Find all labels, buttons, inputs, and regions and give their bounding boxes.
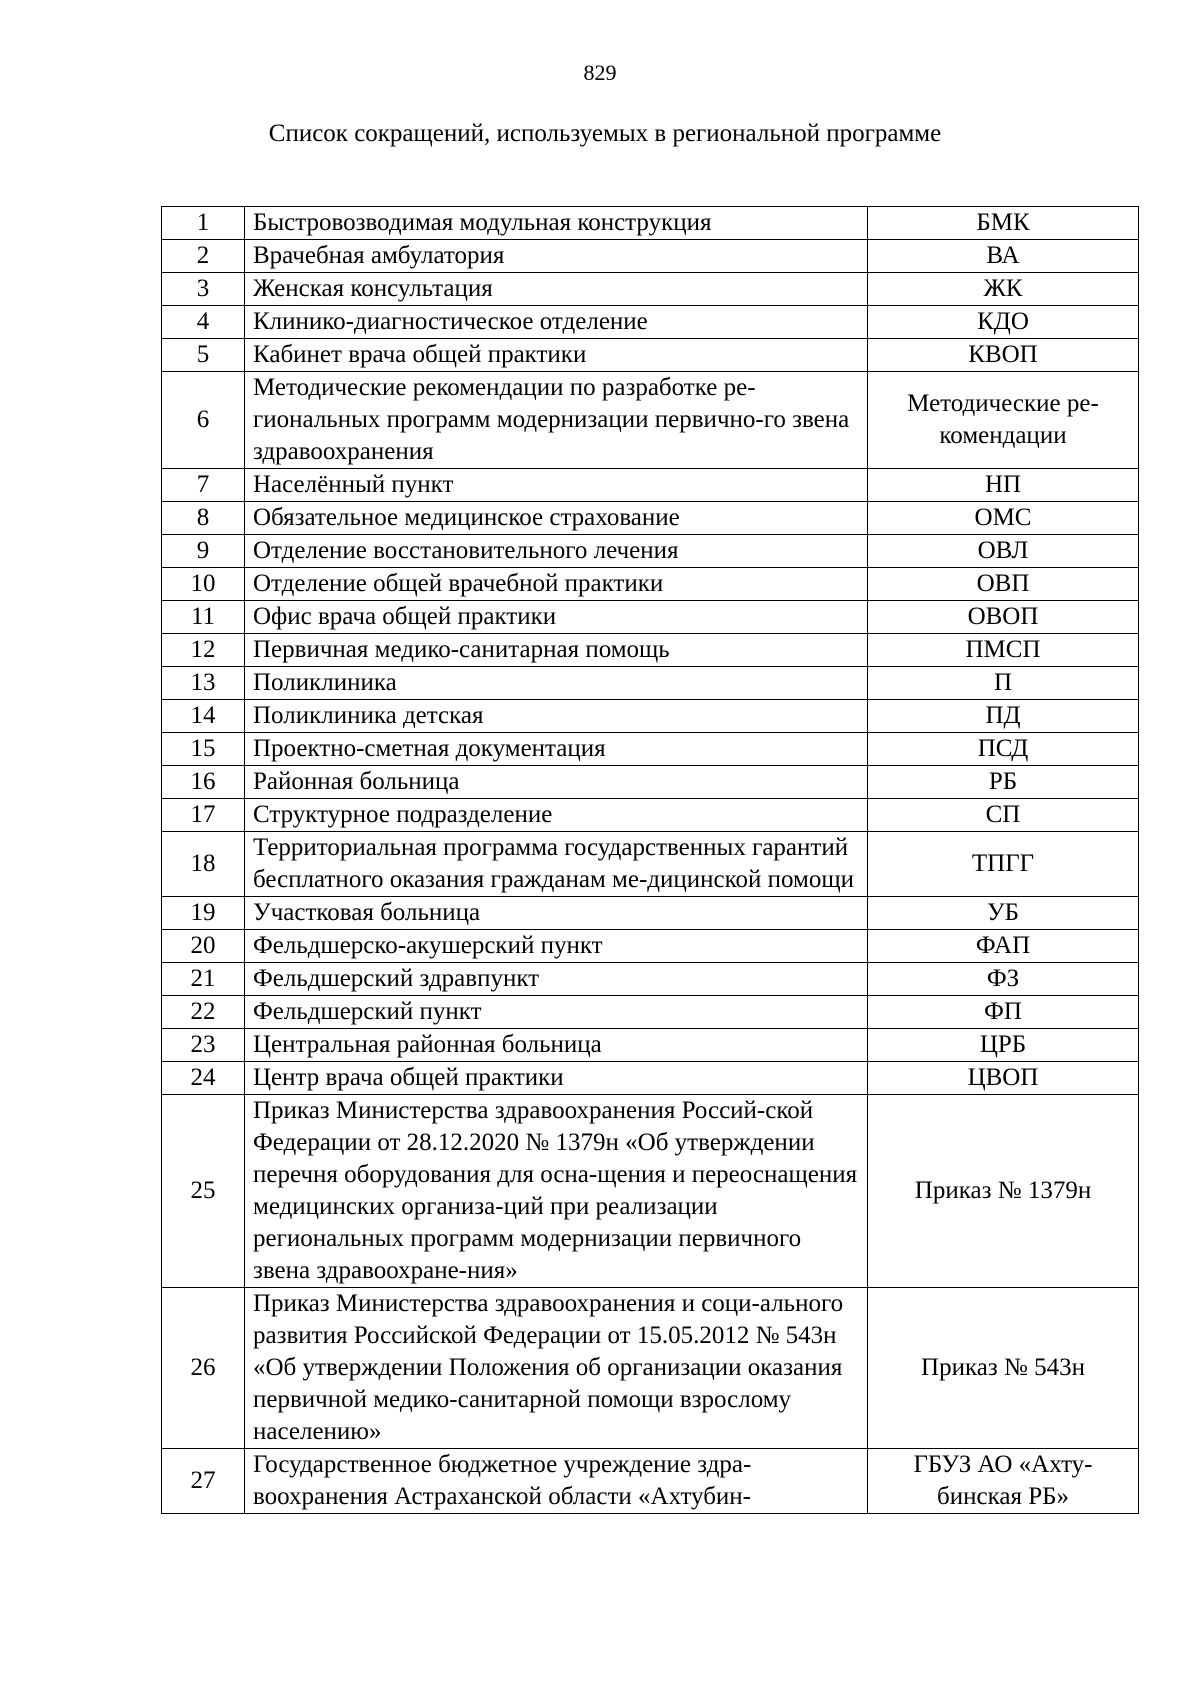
table-row (162, 1449, 1139, 1514)
abbreviation: ОМС (868, 502, 1139, 535)
table-row (162, 339, 1139, 372)
row-number: 9 (162, 535, 245, 568)
abbreviation: ОВП (868, 568, 1139, 601)
abbreviation: ВА (868, 240, 1139, 273)
table-row (162, 1288, 1139, 1449)
full-name: Отделение восстановительного лечения (245, 535, 868, 568)
abbreviation: КДО (868, 306, 1139, 339)
full-name: Клинико-диагностическое отделение (245, 306, 868, 339)
full-name: Быстровозводимая модульная конструкция (245, 207, 868, 240)
table-row (162, 963, 1139, 996)
full-name: Приказ Министерства здравоохранения и соци-ального развития Российской Федерации от 15.05.2012 № 543н «Об утверждении Положения об организации оказания первичной медико-санитарной помощи взрослому населению» (245, 1288, 868, 1449)
row-number: 21 (162, 963, 245, 996)
full-name: Населённый пункт (245, 469, 868, 502)
row-number: 5 (162, 339, 245, 372)
table-row (162, 568, 1139, 601)
row-number: 14 (162, 700, 245, 733)
table-row (162, 240, 1139, 273)
abbreviation: Приказ № 1379н (868, 1095, 1139, 1288)
row-number: 18 (162, 832, 245, 897)
row-number: 2 (162, 240, 245, 273)
full-name: Поликлиника детская (245, 700, 868, 733)
full-name: Структурное подразделение (245, 799, 868, 832)
abbreviation: ОВОП (868, 601, 1139, 634)
abbreviation: ПСД (868, 733, 1139, 766)
full-name: Участковая больница (245, 897, 868, 930)
table-row (162, 733, 1139, 766)
row-number: 19 (162, 897, 245, 930)
row-number: 24 (162, 1062, 245, 1095)
abbreviation: КВОП (868, 339, 1139, 372)
row-number: 7 (162, 469, 245, 502)
table-row (162, 832, 1139, 897)
table-row (162, 930, 1139, 963)
row-number: 6 (162, 372, 245, 469)
abbreviation: ЦВОП (868, 1062, 1139, 1095)
full-name: Фельдшерско-акушерский пункт (245, 930, 868, 963)
abbreviation: ТПГГ (868, 832, 1139, 897)
abbreviation: ФЗ (868, 963, 1139, 996)
abbreviation: НП (868, 469, 1139, 502)
row-number: 26 (162, 1288, 245, 1449)
table-row (162, 273, 1139, 306)
full-name: Фельдшерский пункт (245, 996, 868, 1029)
abbreviation: ФП (868, 996, 1139, 1029)
full-name: Врачебная амбулатория (245, 240, 868, 273)
table-row (162, 1062, 1139, 1095)
table-row (162, 799, 1139, 832)
full-name: Методические рекомендации по разработке ре-гиональных программ модернизации первично-го звена здравоохранения (245, 372, 868, 469)
row-number: 20 (162, 930, 245, 963)
full-name: Офис врача общей практики (245, 601, 868, 634)
table-row (162, 535, 1139, 568)
full-name: Центральная районная больница (245, 1029, 868, 1062)
abbreviations-table (161, 206, 1139, 1514)
row-number: 12 (162, 634, 245, 667)
abbreviation: ОВЛ (868, 535, 1139, 568)
row-number: 10 (162, 568, 245, 601)
abbreviation: ФАП (868, 930, 1139, 963)
row-number: 16 (162, 766, 245, 799)
table-row (162, 897, 1139, 930)
full-name: Проектно-сметная документация (245, 733, 868, 766)
full-name: Фельдшерский здравпункт (245, 963, 868, 996)
table-row (162, 667, 1139, 700)
row-number: 25 (162, 1095, 245, 1288)
abbreviation: ГБУЗ АО «Ахту-бинская РБ» (868, 1449, 1139, 1514)
abbreviation: БМК (868, 207, 1139, 240)
table-row (162, 766, 1139, 799)
full-name: Первичная медико-санитарная помощь (245, 634, 868, 667)
full-name: Центр врача общей практики (245, 1062, 868, 1095)
table-row (162, 207, 1139, 240)
table-row (162, 601, 1139, 634)
abbreviation: РБ (868, 766, 1139, 799)
table-row (162, 1029, 1139, 1062)
full-name: Районная больница (245, 766, 868, 799)
abbreviation: ПМСП (868, 634, 1139, 667)
row-number: 1 (162, 207, 245, 240)
table-row (162, 372, 1139, 469)
full-name: Приказ Министерства здравоохранения Россий-ской Федерации от 28.12.2020 № 1379н «Об утверждении перечня оборудования для осна-щения и переоснащения медицинских организа-ций при реализации региональных программ модернизации первичного звена здравоохране-ния» (245, 1095, 868, 1288)
full-name: Поликлиника (245, 667, 868, 700)
row-number: 8 (162, 502, 245, 535)
abbreviation: Приказ № 543н (868, 1288, 1139, 1449)
table-row (162, 502, 1139, 535)
table-row (162, 306, 1139, 339)
table-row (162, 700, 1139, 733)
page-number: 829 (583, 60, 617, 85)
abbreviation: СП (868, 799, 1139, 832)
table-row (162, 996, 1139, 1029)
row-number: 3 (162, 273, 245, 306)
document-title: Список сокращений, используемых в региональной программе (268, 120, 942, 147)
abbreviation: ЖК (868, 273, 1139, 306)
abbreviation: ПД (868, 700, 1139, 733)
row-number: 4 (162, 306, 245, 339)
abbreviation: П (868, 667, 1139, 700)
full-name: Кабинет врача общей практики (245, 339, 868, 372)
full-name: Обязательное медицинское страхование (245, 502, 868, 535)
row-number: 23 (162, 1029, 245, 1062)
row-number: 27 (162, 1449, 245, 1514)
row-number: 13 (162, 667, 245, 700)
full-name: Женская консультация (245, 273, 868, 306)
full-name: Территориальная программа государственных гарантий бесплатного оказания гражданам ме-дицинской помощи (245, 832, 868, 897)
full-name: Государственное бюджетное учреждение здра-воохранения Астраханской области «Ахтубин- (245, 1449, 868, 1514)
abbreviation: Методические ре-комендации (868, 372, 1139, 469)
abbreviation: ЦРБ (868, 1029, 1139, 1062)
table-row (162, 1095, 1139, 1288)
row-number: 11 (162, 601, 245, 634)
table-row (162, 469, 1139, 502)
table-row (162, 634, 1139, 667)
row-number: 17 (162, 799, 245, 832)
row-number: 15 (162, 733, 245, 766)
abbreviation: УБ (868, 897, 1139, 930)
row-number: 22 (162, 996, 245, 1029)
full-name: Отделение общей врачебной практики (245, 568, 868, 601)
